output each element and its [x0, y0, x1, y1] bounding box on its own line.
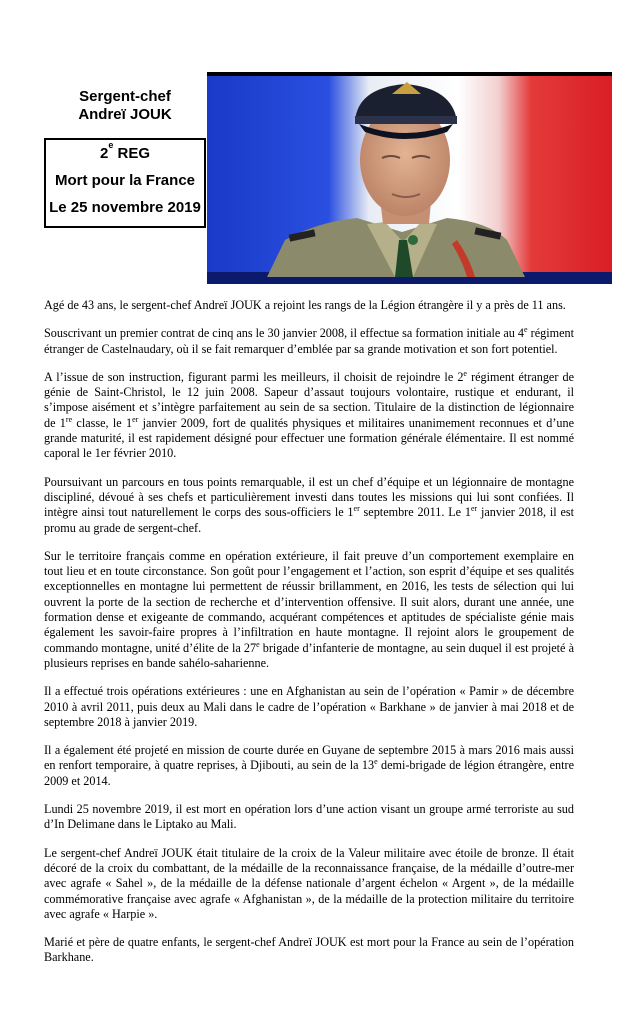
paragraph-4: Poursuivant un parcours en tous points remarquable, il est un chef d’équipe et un légionnaire de montagne discipliné, dévoué à ses chefs et particulièrement investi dans toutes les missions qui lui sont confiées. Il intègre ainsi tout naturellement le corps des sous-officiers le 1er septembre 2011. Le 1er janvier 2018, il est promu au grade de sergent-chef. [44, 474, 575, 535]
paragraph-2: Souscrivant un premier contrat de cinq ans le 30 janvier 2008, il effectue sa formation initiale au 4e régiment étranger de Castelnaudary, où il se fait remarquer d’emblée par sa grande motivation et son fort potentiel. [44, 325, 574, 356]
unit-superscript: e [108, 140, 114, 150]
paragraph-6: Il a effectué trois opérations extérieures : une en Afghanistan au sein de l’opération « Pamir » de décembre 2010 à avril 2011, puis deux au Mali dans le cadre de l’opération « Barkhane » de janvier à mai 2018 et de septembre 2018 à janvier 2019. [44, 684, 574, 729]
paragraph-3: A l’issue de son instruction, figurant parmi les meilleurs, il choisit de rejoindre le 2e régiment étranger de génie de Saint-Christol, le 12 juin 2008. Sapeur d’assaut toujours volontaire, rustique et endurant, il s’impose aisément et s’intègre parfaitement au sein de sa section. Titulaire de la distinction de légionnaire de 1re classe, le 1er janvier 2009, fort de qualités physiques et militaires unanimement reconnues et d’une grande maturité, il est rapidement désigné pour effectuer une formation générale élémentaire. Il est nommé caporal le 1er février 2010. [44, 368, 574, 461]
biography-text [44, 298, 574, 979]
portrait-photo [207, 72, 612, 284]
unit-name: REG [117, 145, 151, 162]
paragraph-7: Il a également été projeté en mission de courte durée en Guyane de septembre 2015 à mars 2016 mais aussi en renfort temporaire, à quatre reprises, à Djibouti, au sein de la 13e demi-brigade de légion étrangère, entre 2009 et 2014. [44, 743, 575, 788]
unit-line [46, 140, 204, 167]
paragraph-1: Agé de 43 ans, le sergent-chef Andreï JOUK a rejoint les rangs de la Légion étrangère il y a près de 11 ans. [44, 298, 566, 312]
info-box [44, 138, 206, 228]
paragraph-10: Marié et père de quatre enfants, le sergent-chef Andreï JOUK est mort pour la France au sein de l’opération Barkhane. [44, 935, 574, 965]
insignia-badge [408, 235, 418, 245]
unit-number: 2 [99, 145, 109, 162]
paragraph-5: Sur le territoire français comme en opération extérieure, il fait preuve d’un comportement exemplaire en tout lieu et en toute circonstance. Son goût pour l’engagement et l’action, son esprit d’équipe et ses qualités exceptionnelles en montagne lui permettent de réussir brillamment, en 2016, les tests de sélection qui lui ouvrent la porte de la section de recherche et d’intervention offensive. Il suit alors, durant une année, une formation dense et exigeante de commando, acquérant compétences et aptitudes de spécialiste génie mais également les savoir-faire propres à l’infiltration en haute montagne. Il rejoint alors le groupement de commando montagne, unité d’élite de la 27e brigade d’infanterie de montagne, au sein duquel il est projeté à plusieurs reprises en bande sahélo-saharienne. [44, 548, 574, 670]
soldier-name: Andreï JOUK [78, 106, 172, 123]
date-line: Le 25 novembre 2019 [49, 199, 201, 216]
paragraph-8: Lundi 25 novembre 2019, il est mort en opération lors d’une action visant un groupe armé terroriste au sud d’In Delimane dans le Liptako au Mali. [44, 802, 574, 832]
rank-label: Sergent-chef [79, 88, 171, 105]
status-line: Mort pour la France [54, 172, 196, 189]
paragraph-9: Le sergent-chef Andreï JOUK était titulaire de la croix de la Valeur militaire avec étoile de bronze. Il était décoré de la croix du combattant, de la médaille de la reconnaissance française, de la médaille d’outre-mer avec agrafe « Sahel », de la médaille de la défense nationale d’argent échelon « Argent », de la médaille commémorative française avec agrafe « Afghanistan », de la médaille de la protection militaire du territoire avec agrafe « Harpie ». [44, 845, 574, 921]
header-title [44, 88, 206, 124]
